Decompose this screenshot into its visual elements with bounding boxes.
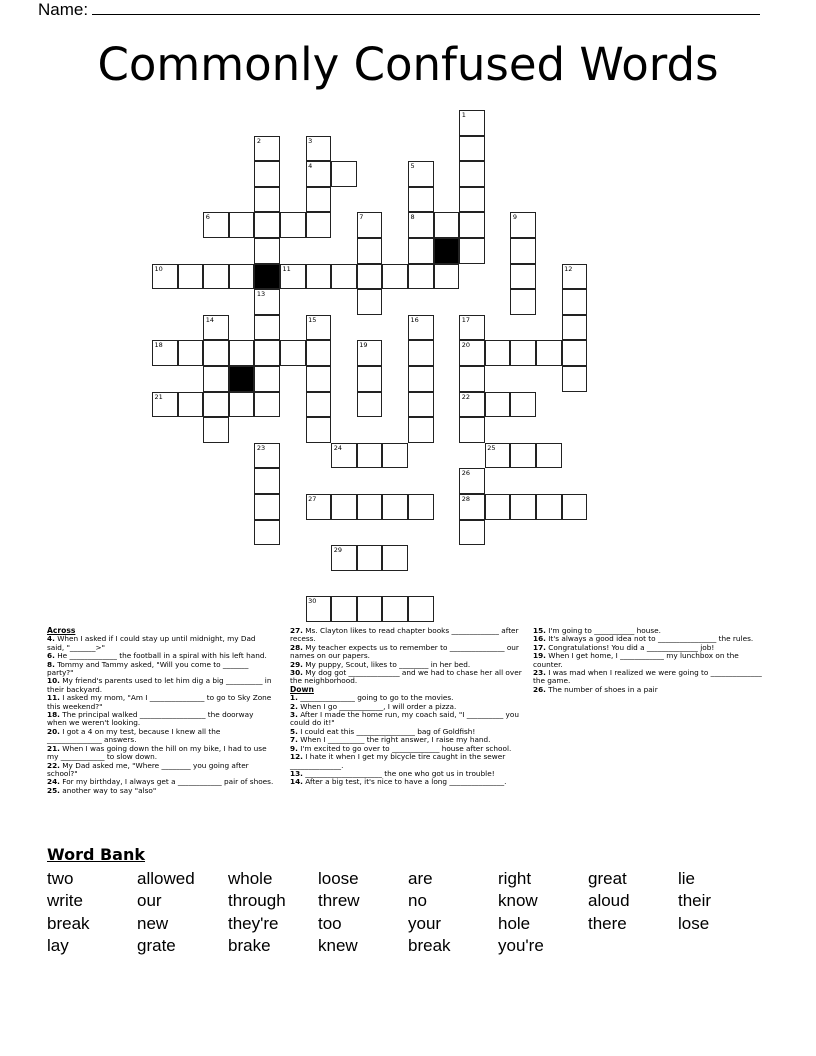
grid-cell[interactable] bbox=[254, 392, 280, 418]
grid-cell[interactable] bbox=[510, 264, 536, 290]
grid-cell[interactable] bbox=[229, 212, 255, 238]
clue-number-label: 6. bbox=[47, 651, 55, 661]
clue-number: 25 bbox=[487, 443, 496, 452]
word-bank-word: great bbox=[588, 869, 627, 888]
grid-cell[interactable] bbox=[306, 417, 332, 443]
grid-cell[interactable] bbox=[203, 366, 229, 392]
word-bank-word: right bbox=[498, 869, 532, 888]
clue-across bbox=[47, 711, 275, 728]
clue-number-label: 28. bbox=[290, 642, 303, 652]
grid-cell[interactable] bbox=[254, 520, 280, 546]
grid-cell[interactable] bbox=[459, 136, 485, 162]
clue-across bbox=[47, 677, 275, 694]
clue-across bbox=[47, 694, 275, 711]
clue-number: 1 bbox=[461, 111, 466, 119]
clue-number: 20 bbox=[461, 341, 470, 350]
name-label: Name: bbox=[38, 0, 89, 19]
clue-text: I hate it when I get my bicycle tire caught in the sewer ______________. bbox=[290, 752, 506, 770]
clue-across bbox=[47, 762, 275, 779]
clue-number: 24 bbox=[333, 443, 342, 452]
grid-cell[interactable] bbox=[331, 494, 357, 520]
grid-cell[interactable] bbox=[562, 366, 588, 392]
clue-number-label: 25. bbox=[47, 785, 60, 795]
word-bank-word: write bbox=[47, 891, 83, 910]
black-cell bbox=[254, 264, 280, 290]
clue-across bbox=[290, 627, 522, 644]
clue-number-label: 8. bbox=[47, 659, 55, 669]
clue-down bbox=[290, 711, 522, 728]
clue-text: After a big test, it's nice to have a long _______________. bbox=[305, 777, 507, 787]
word-bank-word: know bbox=[498, 891, 538, 910]
grid-cell[interactable] bbox=[408, 596, 434, 622]
clue-text: I got a 4 on my test, because I knew all the _______________ answers. bbox=[47, 726, 221, 745]
clue-number-label: 7. bbox=[290, 735, 298, 745]
grid-cell[interactable] bbox=[331, 596, 357, 622]
grid-cell[interactable] bbox=[254, 494, 280, 520]
clue-across bbox=[47, 661, 275, 678]
word-bank-word: you're bbox=[498, 936, 544, 955]
grid-cell[interactable] bbox=[408, 264, 434, 290]
grid-cell[interactable] bbox=[203, 392, 229, 418]
grid-cell[interactable] bbox=[562, 494, 588, 520]
clue-text: _____________________ the one who got us in trouble! bbox=[305, 768, 495, 778]
clue-text: My puppy, Scout, likes to ________ in her bed. bbox=[305, 659, 471, 669]
word-bank-heading: Word Bank bbox=[47, 845, 146, 864]
clues-column-1 bbox=[47, 627, 275, 795]
word-bank-word: lose bbox=[678, 914, 710, 933]
grid-cell[interactable] bbox=[357, 289, 383, 315]
page-title: Commonly Confused Words bbox=[97, 38, 719, 91]
word-bank-word: lay bbox=[47, 936, 69, 955]
grid-cell[interactable] bbox=[357, 596, 383, 622]
clue-text: Ms. Clayton likes to read chapter books _____________ after recess. bbox=[290, 626, 519, 644]
grid-cell[interactable] bbox=[459, 161, 485, 187]
clue-number: 26 bbox=[461, 469, 470, 478]
grid-cell[interactable] bbox=[280, 340, 306, 366]
clue-number-label: 27. bbox=[290, 626, 303, 635]
clue-text: Tommy and Tammy asked, "Will you come to _______ party?" bbox=[47, 659, 249, 678]
grid-cell[interactable] bbox=[459, 366, 485, 392]
clue-number-label: 18. bbox=[47, 710, 60, 720]
grid-cell[interactable] bbox=[357, 443, 383, 469]
clue-text: My friend's parents used to let him dig a big __________ in their backyard. bbox=[47, 676, 272, 694]
clue-number: 10 bbox=[154, 264, 163, 273]
grid-cell[interactable] bbox=[382, 264, 408, 290]
grid-cell[interactable] bbox=[357, 366, 383, 392]
grid-cell[interactable] bbox=[408, 366, 434, 392]
grid-cell[interactable] bbox=[510, 443, 536, 469]
clue-text: My teacher expects us to remember to _______________ our names on our papers. bbox=[290, 642, 519, 661]
grid-cell[interactable] bbox=[203, 417, 229, 443]
clues-column-2 bbox=[290, 627, 522, 787]
across-heading: Across bbox=[47, 626, 76, 635]
grid-cell[interactable] bbox=[459, 520, 485, 546]
grid-cell[interactable] bbox=[280, 212, 306, 238]
grid-cell[interactable] bbox=[357, 238, 383, 264]
grid-cell[interactable] bbox=[203, 264, 229, 290]
clue-text: I was mad when I realized we were going to ______________ the game. bbox=[533, 668, 762, 686]
grid-cell[interactable] bbox=[254, 468, 280, 494]
word-bank-word: they're bbox=[228, 914, 279, 933]
clue-number-label: 11. bbox=[47, 693, 60, 703]
clue-text: Congratulations! You did a ______________ job! bbox=[548, 642, 715, 652]
word-bank-word: grate bbox=[137, 936, 176, 955]
grid-cell[interactable] bbox=[382, 494, 408, 520]
clue-text: The principal walked __________________ the doorway when we weren't looking. bbox=[47, 710, 254, 728]
clue-number-label: 21. bbox=[47, 743, 60, 753]
clue-number-label: 9. bbox=[290, 743, 298, 753]
clue-number: 7 bbox=[359, 213, 364, 222]
word-bank-word: your bbox=[408, 914, 442, 933]
clue-number-label: 15. bbox=[533, 626, 546, 635]
grid-cell[interactable] bbox=[178, 264, 204, 290]
word-bank-word: break bbox=[408, 936, 451, 955]
clue-down bbox=[290, 753, 522, 770]
grid-cell[interactable] bbox=[510, 238, 536, 264]
grid-cell[interactable] bbox=[254, 212, 280, 238]
clue-number: 14 bbox=[205, 315, 214, 324]
clue-number-label: 10. bbox=[47, 676, 60, 686]
clue-down bbox=[533, 652, 765, 669]
grid-cell[interactable] bbox=[306, 392, 332, 418]
clue-number: 5 bbox=[410, 162, 415, 171]
grid-cell[interactable] bbox=[459, 417, 485, 443]
clue-number: 2 bbox=[256, 136, 262, 145]
grid-cell[interactable] bbox=[562, 340, 588, 366]
clue-across bbox=[47, 787, 275, 795]
clue-number: 23 bbox=[256, 443, 266, 452]
grid-cell[interactable] bbox=[254, 340, 280, 366]
word-bank-word: allowed bbox=[137, 869, 195, 888]
grid-cell[interactable] bbox=[459, 187, 485, 213]
grid-cell[interactable] bbox=[229, 392, 255, 418]
grid-cell[interactable] bbox=[485, 340, 511, 366]
clue-number: 4 bbox=[308, 162, 313, 171]
clue-number: 19 bbox=[359, 341, 368, 350]
clue-text: My dog got ______________ and we had to chase her all over the neighborhood. bbox=[290, 668, 522, 686]
grid-cell[interactable] bbox=[434, 212, 460, 238]
clue-text: I'm going to ___________ house. bbox=[548, 626, 661, 635]
clue-number: 30 bbox=[308, 597, 317, 606]
grid-cell[interactable] bbox=[408, 238, 434, 264]
clue-text: I'm excited to go over to _____________ house after school. bbox=[300, 743, 512, 753]
clue-text: My Dad asked me, "Where ________ you going after school?" bbox=[47, 760, 249, 778]
word-bank-word: their bbox=[678, 891, 712, 910]
grid-cell[interactable] bbox=[254, 315, 280, 341]
clue-down bbox=[533, 669, 765, 686]
black-cell bbox=[434, 238, 460, 264]
down-heading: Down bbox=[290, 684, 314, 694]
grid-cell[interactable] bbox=[254, 161, 280, 187]
clue-number-label: 19. bbox=[533, 651, 546, 661]
clue-number: 3 bbox=[308, 136, 313, 145]
clue-across bbox=[47, 635, 275, 652]
word-bank-word: through bbox=[228, 891, 286, 910]
grid-cell[interactable] bbox=[306, 366, 332, 392]
grid-cell[interactable] bbox=[536, 443, 562, 469]
clue-number: 18 bbox=[154, 341, 163, 350]
clue-number-label: 4. bbox=[47, 634, 55, 644]
grid-cell[interactable] bbox=[357, 264, 383, 290]
clue-number-label: 26. bbox=[533, 684, 546, 694]
grid-cell[interactable] bbox=[408, 392, 434, 418]
clue-number: 27 bbox=[308, 495, 317, 503]
word-bank-word: hole bbox=[498, 914, 531, 933]
word-bank-word: too bbox=[318, 914, 342, 933]
word-bank-word: lie bbox=[678, 869, 696, 888]
grid-cell[interactable] bbox=[485, 392, 511, 418]
grid-cell[interactable] bbox=[459, 212, 485, 238]
clue-across bbox=[290, 644, 522, 661]
clue-number-label: 16. bbox=[533, 634, 546, 644]
name-line[interactable] bbox=[92, 0, 760, 15]
clue-number: 29 bbox=[333, 546, 342, 555]
clue-number-label: 12. bbox=[290, 752, 303, 762]
clue-down bbox=[533, 686, 765, 694]
grid-cell[interactable] bbox=[510, 494, 536, 520]
clue-number: 8 bbox=[410, 213, 415, 222]
grid-cell[interactable] bbox=[459, 238, 485, 264]
clue-number-label: 24. bbox=[47, 777, 60, 787]
clue-number: 9 bbox=[512, 213, 518, 222]
clue-text: I could eat this ________________ bag of Goldfish! bbox=[300, 726, 476, 736]
grid-cell[interactable] bbox=[331, 264, 357, 290]
grid-cell[interactable] bbox=[408, 494, 434, 520]
grid-cell[interactable] bbox=[510, 289, 536, 315]
clue-number: 22 bbox=[461, 392, 470, 401]
clue-number-label: 20. bbox=[47, 726, 60, 736]
grid-cell[interactable] bbox=[178, 392, 204, 418]
word-bank-word: threw bbox=[318, 891, 360, 910]
word-bank-word: no bbox=[408, 891, 427, 910]
clue-text: When I was going down the hill on my bike, I had to use my ____________ to slow down. bbox=[47, 743, 267, 762]
grid-cell[interactable] bbox=[562, 289, 588, 315]
word-bank-word: knew bbox=[318, 936, 358, 955]
clue-number-label: 29. bbox=[290, 659, 303, 669]
word-bank-word: our bbox=[137, 891, 162, 910]
grid-cell[interactable] bbox=[408, 187, 434, 213]
clue-number: 28 bbox=[461, 495, 470, 503]
word-bank-word: there bbox=[588, 914, 627, 933]
clue-number-label: 3. bbox=[290, 710, 298, 720]
clue-number: 15 bbox=[308, 315, 317, 324]
clue-number-label: 14. bbox=[290, 777, 303, 787]
grid-cell[interactable] bbox=[536, 494, 562, 520]
grid-cell[interactable] bbox=[203, 340, 229, 366]
clue-across bbox=[47, 745, 275, 762]
grid-cell[interactable] bbox=[254, 238, 280, 264]
clue-across bbox=[290, 669, 522, 686]
grid-cell[interactable] bbox=[306, 212, 332, 238]
word-bank-word: two bbox=[47, 869, 74, 888]
clue-text: another way to say "also" bbox=[62, 785, 157, 795]
grid-cell[interactable] bbox=[536, 340, 562, 366]
clue-number: 12 bbox=[564, 264, 573, 273]
clue-text: When I get home, I ____________ my lunchbox on the counter. bbox=[533, 651, 739, 669]
word-bank-word: break bbox=[47, 914, 90, 933]
clue-number-label: 2. bbox=[290, 701, 298, 711]
clue-text: The number of shoes in a pair bbox=[548, 684, 658, 694]
grid-cell[interactable] bbox=[306, 340, 332, 366]
black-cell bbox=[229, 366, 255, 392]
grid-cell[interactable] bbox=[510, 392, 536, 418]
grid-cell[interactable] bbox=[229, 340, 255, 366]
grid-cell[interactable] bbox=[562, 315, 588, 341]
grid-cell[interactable] bbox=[357, 494, 383, 520]
grid-cell[interactable] bbox=[408, 417, 434, 443]
grid-cell[interactable] bbox=[408, 340, 434, 366]
clue-number-label: 22. bbox=[47, 760, 60, 770]
clue-number-label: 17. bbox=[533, 642, 546, 652]
clue-number: 21 bbox=[154, 392, 163, 401]
word-bank-word: loose bbox=[318, 869, 359, 888]
word-bank-word: new bbox=[137, 914, 169, 933]
clues-column-3 bbox=[533, 627, 765, 694]
clue-text: It's always a good idea not to ________________ the rules. bbox=[548, 634, 754, 644]
name-field[interactable] bbox=[38, 0, 760, 20]
word-bank-word: brake bbox=[228, 936, 271, 955]
clue-text: He _____________ the football in a spiral with his left hand. bbox=[57, 651, 267, 661]
grid-cell[interactable] bbox=[306, 264, 332, 290]
grid-cell[interactable] bbox=[331, 161, 357, 187]
clue-text: After I made the home run, my coach said, "I __________ you could do it!" bbox=[290, 710, 519, 728]
clue-number: 13 bbox=[256, 290, 266, 299]
word-bank-word: aloud bbox=[588, 891, 630, 910]
grid-cell[interactable] bbox=[510, 340, 536, 366]
grid-cell[interactable] bbox=[254, 187, 280, 213]
clue-text: When I __________ the right answer, I raise my hand. bbox=[300, 735, 491, 745]
clue-number-label: 13. bbox=[290, 768, 303, 778]
grid-cell[interactable] bbox=[254, 366, 280, 392]
grid-cell[interactable] bbox=[382, 545, 408, 571]
clue-number-label: 30. bbox=[290, 668, 303, 678]
clue-down bbox=[290, 778, 522, 786]
grid-cell[interactable] bbox=[485, 494, 511, 520]
grid-cell[interactable] bbox=[357, 545, 383, 571]
grid-cell[interactable] bbox=[229, 264, 255, 290]
clue-text: For my birthday, I always get a ____________ pair of shoes. bbox=[62, 777, 274, 787]
grid-cell[interactable] bbox=[357, 392, 383, 418]
grid-cell[interactable] bbox=[382, 596, 408, 622]
grid-cell[interactable] bbox=[178, 340, 204, 366]
clue-number-label: 5. bbox=[290, 726, 298, 736]
clue-number: 17 bbox=[461, 315, 470, 324]
clue-number: 16 bbox=[410, 315, 419, 324]
clue-number-label: 1. bbox=[290, 693, 298, 703]
clue-number-label: 23. bbox=[533, 668, 546, 678]
word-bank-word: are bbox=[408, 869, 433, 888]
clue-across bbox=[47, 728, 275, 745]
clue-text: _______________ going to go to the movies. bbox=[300, 693, 454, 703]
clue-number: 11 bbox=[282, 264, 291, 273]
clue-text: I asked my mom, "Am I _______________ to go to Sky Zone this weekend?" bbox=[47, 693, 272, 711]
word-bank-word: whole bbox=[228, 869, 273, 888]
grid-cell[interactable] bbox=[306, 187, 332, 213]
clue-text: When I asked if I could stay up until midnight, my Dad said, "_______>" bbox=[47, 634, 256, 652]
grid-cell[interactable] bbox=[382, 443, 408, 469]
clue-text: When I go ____________, I will order a pizza. bbox=[300, 701, 457, 711]
clue-number: 6 bbox=[205, 213, 210, 222]
grid-cell[interactable] bbox=[434, 264, 460, 290]
